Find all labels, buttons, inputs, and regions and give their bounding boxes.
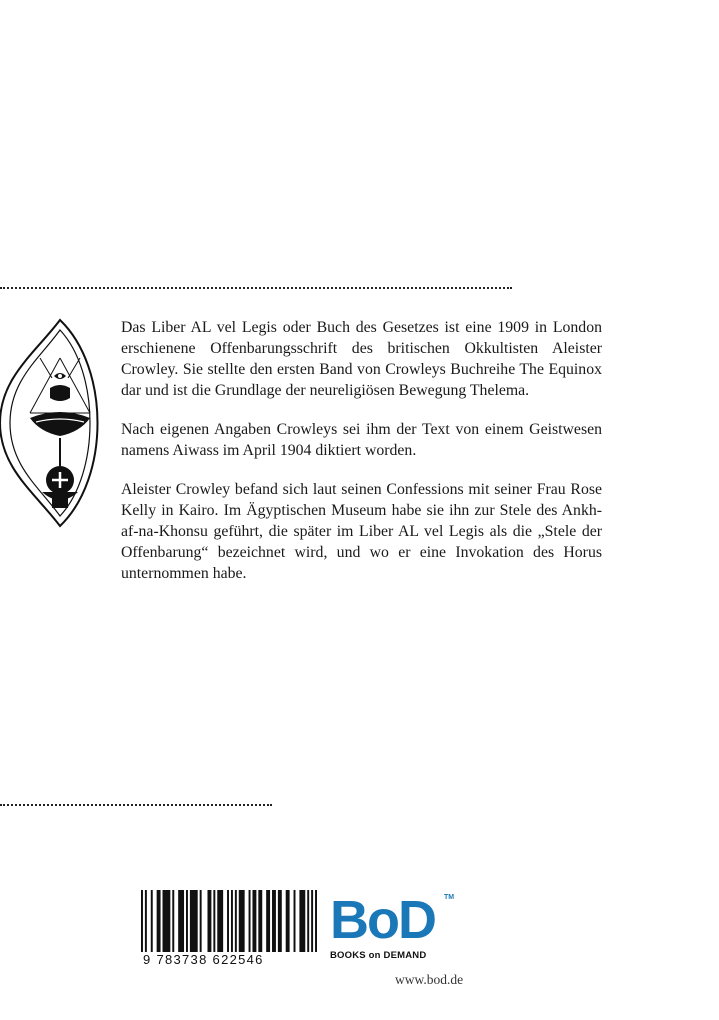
barcode-bar [286,890,290,952]
barcode-bar [235,890,237,952]
barcode-bar [294,890,296,952]
isbn-number: 9 783738 622546 [143,952,264,967]
barcode-bar [227,890,229,952]
back-cover-blurb [121,317,602,602]
isbn-barcode [141,890,317,970]
barcode-bar [217,890,223,952]
barcode-bar [315,890,317,952]
barcode-bar [252,890,256,952]
barcode-bar [186,890,188,952]
publisher-tagline: BOOKS on DEMAND [330,950,427,961]
barcode-bar [200,890,202,952]
barcode-bar [151,890,153,952]
barcode-bar [249,890,251,952]
blurb-paragraph: Nach eigenen Angaben Crowleys sei ihm der Text von einem Geistwesen namens Aiwass im April 1904 diktiert worden. [121,421,602,459]
barcode-bar [278,890,282,952]
barcode-bar [145,890,147,952]
barcode-bar [190,890,198,952]
barcode-bar [178,890,184,952]
barcode-bar [239,890,245,952]
seal-emblem-icon [0,318,102,528]
publisher-website: www.bod.de [395,972,464,987]
barcode-bar [207,890,211,952]
barcode-bar [299,890,305,952]
barcode-bar [258,890,262,952]
blurb-paragraph: Das Liber AL vel Legis oder Buch des Gesetzes ist eine 1909 in London erschienene Offenbarungsschrift des britischen Okkultisten Aleister Crowley. Sie stellte den ersten Band von Crowleys Buchreihe The Equinox dar und ist die Grundlage der neureligiösen Bewegung Thelema. [121,319,602,399]
barcode-bar [157,890,161,952]
barcode-bar [163,890,171,952]
barcode-bar [231,890,233,952]
blurb-paragraph: Aleister Crowley befand sich laut seinen Confessions mit seiner Frau Rose Kelly in Kairo. Im Ägyptischen Museum habe sie ihn zur Stele des Ankh-af-na-Khonsu geführt, die später im Liber AL vel Legis als die „Stele der Offenbarung“ bezeichnet wird, und wo er eine Invokation des Horus unternommen habe. [121,481,602,582]
barcode-bar [141,890,143,952]
barcode-bar [213,890,215,952]
barcode-bar [172,890,174,952]
barcode-bar [266,890,270,952]
barcode-bar [307,890,309,952]
dotted-divider-bottom [0,804,272,806]
bod-logo-text: BoD [330,890,435,950]
barcode-bar [272,890,276,952]
trademark-mark: TM [444,894,455,901]
dotted-divider-top [0,287,512,289]
barcode-bar [311,890,313,952]
barcode-bars [141,890,317,952]
publisher-logo [330,890,460,966]
